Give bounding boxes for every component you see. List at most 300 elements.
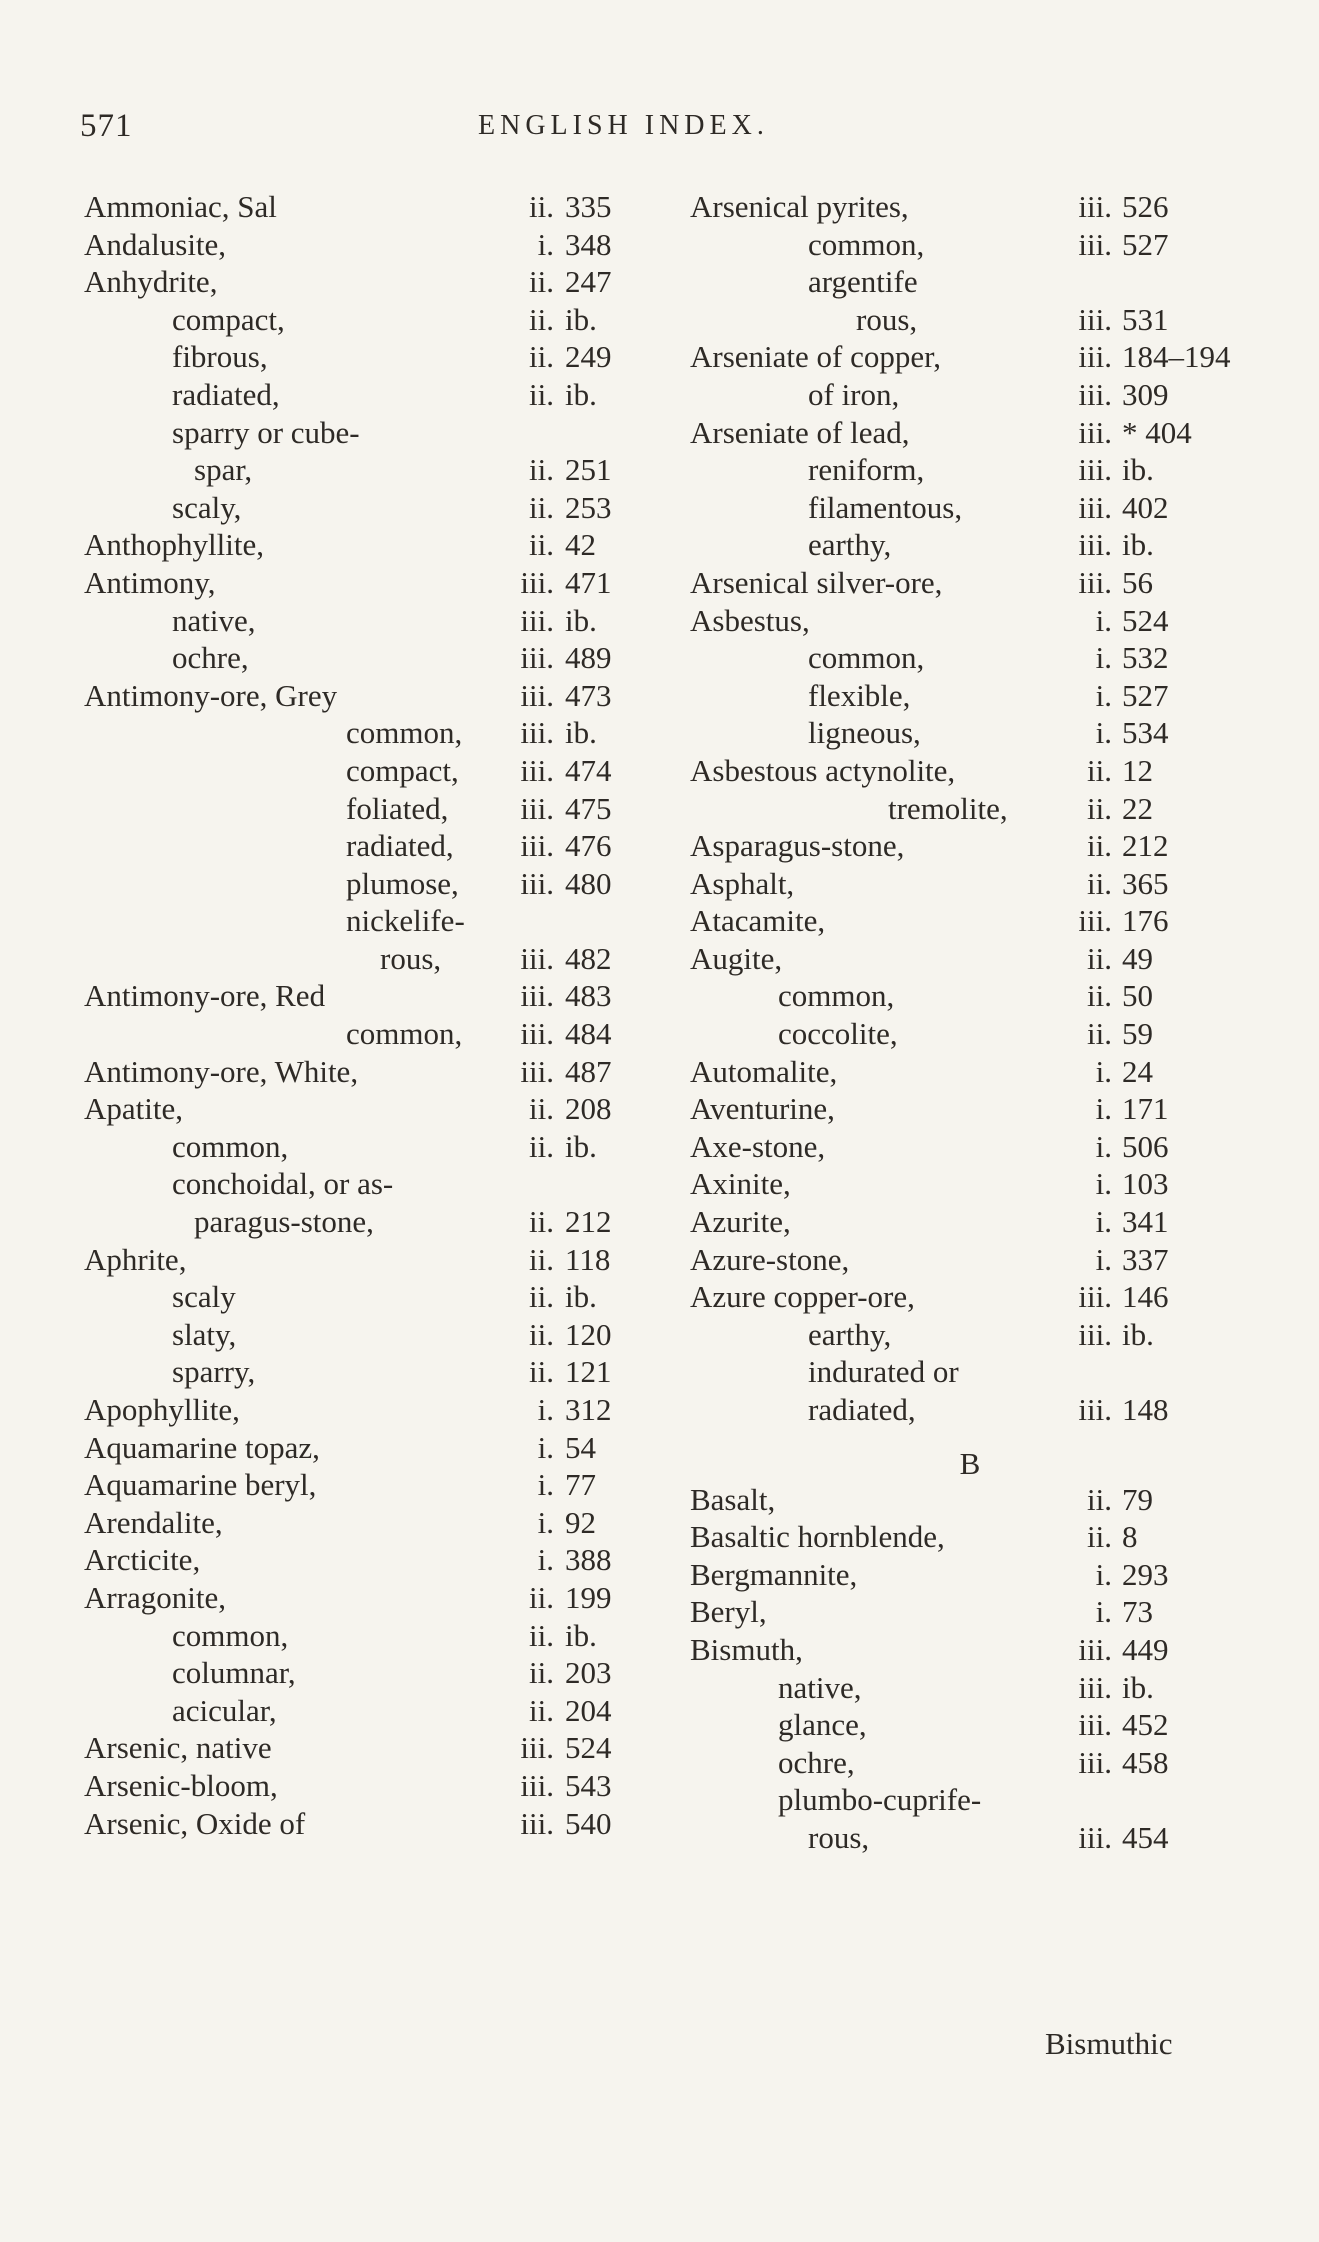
entry-volume: i. [1095,1556,1112,1592]
entry-page: 184–194 [1122,339,1231,375]
entry-term: scaly [172,1279,236,1315]
entry-page: 482 [565,940,612,976]
entry-term: Basaltic hornblende, [690,1519,945,1555]
index-entry [690,376,1230,414]
entry-volume: ii. [529,1692,554,1728]
index-entry [690,1391,1230,1429]
entry-page: ib. [1122,1669,1154,1705]
index-entry [690,1781,1230,1819]
entry-volume: ii. [1087,940,1112,976]
entry-volume: i. [537,1429,554,1465]
entry-volume: iii. [520,1730,554,1766]
entry-volume: i. [1095,1594,1112,1630]
entry-page: 341 [1122,1204,1169,1240]
entry-page: 253 [565,489,612,525]
entry-volume: ii. [1087,790,1112,826]
index-entry [690,489,1230,527]
entry-term: common, [808,226,925,262]
entry-volume: ii. [529,1655,554,1691]
entry-volume: iii. [1078,1707,1112,1743]
entry-term: acicular, [172,1692,277,1728]
entry-term: argentife [808,264,918,300]
entry-term: Axe-stone, [690,1128,826,1164]
entry-term: tremolite, [888,790,1008,826]
entry-page: 312 [565,1392,612,1427]
entry-page: * 404 [1122,414,1192,450]
entry-term: Asparagus-stone, [690,828,905,864]
entry-page: ib. [1122,452,1154,488]
entry-volume: i. [537,1542,554,1578]
entry-term: Antimony-ore, White, [84,1053,359,1089]
entry-page: 121 [565,1354,612,1390]
entry-term: native, [172,602,256,638]
entry-volume: ii. [529,1128,554,1164]
entry-volume: iii. [1078,339,1112,375]
entry-term: Antimony-ore, Red [84,978,326,1014]
entry-term: sparry or cube- [172,414,360,450]
entry-term: Azurite, [690,1204,791,1240]
entry-volume: ii. [1087,1481,1112,1517]
entry-term: coccolite, [778,1016,898,1052]
entry-volume: i. [1095,1128,1112,1164]
entry-volume: i. [1095,1204,1112,1240]
index-entry [84,1165,644,1203]
entry-page: 458 [1122,1744,1169,1780]
entry-page: 73 [1122,1594,1153,1630]
entry-volume: iii. [520,828,554,864]
index-entry [84,1617,644,1655]
entry-volume: ii. [1087,1519,1112,1555]
entry-volume: iii. [520,940,554,976]
entry-page: 79 [1122,1481,1153,1517]
index-entry [690,564,1230,602]
entry-term: Basalt, [690,1481,776,1517]
entry-term: compact, [172,301,285,337]
entry-volume: ii. [529,376,554,412]
entry-page: 540 [565,1805,612,1841]
entry-term: of iron, [808,376,900,412]
index-entry [84,1579,644,1617]
entry-term: Azure copper-ore, [690,1279,915,1315]
entry-volume: iii. [520,715,554,751]
entry-term: flexible, [808,677,911,713]
index-entry [84,526,644,564]
entry-term: Axinite, [690,1166,791,1202]
entry-term: glance, [778,1707,867,1743]
index-entry [84,1353,644,1391]
entry-term: radiated, [172,376,280,412]
entry-volume: i. [1095,1091,1112,1127]
index-entry [84,1805,644,1843]
entry-term: spar, [194,452,253,488]
entry-term: Bismuth, [690,1631,803,1667]
entry-term: Arcticite, [84,1542,201,1578]
entry-term: Arsenical silver-ore, [690,564,943,600]
entry-page: 524 [1122,602,1169,638]
entry-volume: iii. [1078,903,1112,939]
entry-volume: ii. [529,489,554,525]
entry-page: ib. [565,1617,597,1653]
index-entry [84,865,644,903]
entry-page: 335 [565,189,612,224]
entry-term: Antimony-ore, Grey [84,677,338,713]
index-entry [690,940,1230,978]
running-head: ENGLISH INDEX. [478,110,769,141]
entry-term: paragus-stone, [194,1204,374,1240]
entry-term: Atacamite, [690,903,826,939]
index-entry [690,1744,1230,1782]
entry-page: 148 [1122,1392,1169,1427]
entry-term: native, [778,1669,862,1705]
index-entry [690,1278,1230,1316]
index-entry [690,1481,1230,1519]
entry-volume: i. [537,1504,554,1540]
entry-term: Asbestus, [690,602,810,638]
entry-term: ochre, [172,640,249,676]
index-entry [690,827,1230,865]
entry-page: ib. [565,1279,597,1315]
index-entry [690,226,1230,264]
index-entry [84,1053,644,1091]
entry-page: 120 [565,1316,612,1352]
entry-page: 49 [1122,940,1153,976]
entry-page: 534 [1122,715,1169,751]
index-entry [84,902,644,940]
index-entry [690,714,1230,752]
section-letter: B [959,1445,981,1481]
entry-volume: i. [1095,1053,1112,1089]
index-entry [84,790,644,828]
entry-page: 474 [565,752,612,788]
index-entry [84,263,644,301]
entry-page: ib. [565,715,597,751]
entry-volume: i. [1095,715,1112,751]
entry-page: 543 [565,1767,612,1803]
index-entry [690,526,1230,564]
entry-page: 249 [565,339,612,375]
entry-volume: iii. [520,865,554,901]
entry-page: 212 [1122,828,1169,864]
entry-page: 203 [565,1655,612,1691]
entry-page: ib. [565,376,597,412]
index-entry [690,414,1230,452]
entry-volume: i. [1095,677,1112,713]
index-entry [690,1593,1230,1631]
entry-volume: iii. [520,602,554,638]
index-entry [690,639,1230,677]
index-entry [690,263,1230,301]
entry-volume: iii. [1078,1669,1112,1705]
entry-volume: iii. [1078,1744,1112,1780]
entry-volume: i. [1095,640,1112,676]
entry-volume: iii. [1078,1631,1112,1667]
entry-term: Andalusite, [84,226,227,262]
index-entry [84,489,644,527]
entry-term: Aphrite, [84,1241,187,1277]
index-entry [84,1767,644,1805]
entry-term: Asphalt, [690,865,795,901]
entry-page: 24 [1122,1053,1153,1089]
entry-page: 199 [565,1579,612,1615]
entry-term: earthy, [808,1316,892,1352]
entry-page: 309 [1122,376,1169,412]
entry-page: 22 [1122,790,1153,826]
entry-term: Automalite, [690,1053,838,1089]
entry-term: Arsenic, Oxide of [84,1805,306,1841]
entry-page: 476 [565,828,612,864]
entry-page: 54 [565,1429,596,1465]
entry-page: 524 [565,1730,612,1766]
entry-term: Arragonite, [84,1579,227,1615]
entry-term: filamentous, [808,489,963,525]
entry-page: 50 [1122,978,1153,1014]
entry-page: 484 [565,1016,612,1052]
entry-page: 208 [565,1091,612,1127]
entry-page: 365 [1122,865,1169,901]
index-entry [690,1819,1230,1857]
entry-term: radiated, [808,1392,916,1427]
entry-term: common, [172,1128,289,1164]
entry-volume: iii. [1078,226,1112,262]
entry-volume: ii. [1087,1016,1112,1052]
index-entry [84,301,644,339]
index-entry [84,677,644,715]
index-entry [690,602,1230,640]
entry-term: fibrous, [172,339,268,375]
entry-volume: ii. [1087,752,1112,788]
entry-volume: iii. [520,1805,554,1841]
entry-term: ochre, [778,1744,855,1780]
entry-term: earthy, [808,527,892,563]
entry-volume: iii. [520,677,554,713]
entry-page: 118 [565,1241,611,1277]
entry-term: Asbestous actynolite, [690,752,956,788]
entry-volume: iii. [1078,452,1112,488]
entry-volume: ii. [1087,865,1112,901]
index-entry [84,1316,644,1354]
entry-page: 527 [1122,226,1169,262]
index-entry [84,1090,644,1128]
entry-volume: i. [1095,602,1112,638]
index-entry [84,1541,644,1579]
entry-term: sparry, [172,1354,256,1390]
entry-page: 103 [1122,1166,1169,1202]
index-entry [690,1316,1230,1354]
index-entry [84,827,644,865]
entry-volume: ii. [529,1316,554,1352]
entry-term: rous, [856,301,918,337]
entry-page: 8 [1122,1519,1138,1555]
entry-volume: iii. [520,752,554,788]
entry-page: 487 [565,1053,612,1089]
entry-term: ligneous, [808,715,921,751]
index-entry [84,1729,644,1767]
entry-term: rous, [380,940,442,976]
entry-term: plumbo-cuprife- [778,1782,982,1818]
entry-term: Apophyllite, [84,1392,240,1427]
index-entry [84,376,644,414]
entry-page: 59 [1122,1016,1153,1052]
index-entry [690,902,1230,940]
entry-volume: i. [1095,1241,1112,1277]
entry-volume: ii. [1087,978,1112,1014]
entry-volume: iii. [1078,1819,1112,1855]
catchword: Bismuthic [1045,2026,1173,2061]
entry-volume: ii. [529,1279,554,1315]
entry-page: 293 [1122,1556,1169,1592]
index-entry [84,414,644,452]
entry-page: 42 [565,527,596,563]
entry-term: conchoidal, or as- [172,1166,394,1202]
index-entry [84,602,644,640]
index-entry [84,1504,644,1542]
entry-page: ib. [565,301,597,337]
entry-term: common, [172,1617,289,1653]
entry-page: 251 [565,452,612,488]
index-entry [84,977,644,1015]
index-entry [690,451,1230,489]
index-entry [84,451,644,489]
entry-volume: iii. [520,640,554,676]
entry-page: 454 [1122,1819,1169,1855]
entry-volume: iii. [520,1767,554,1803]
index-entry [84,1278,644,1316]
entry-volume: ii. [529,301,554,337]
entry-volume: iii. [1078,301,1112,337]
entry-term: Arseniate of copper, [690,339,941,375]
index-entry [690,188,1230,226]
entry-term: common, [778,978,895,1014]
index-entry [690,1090,1230,1128]
entry-term: Anthophyllite, [84,527,264,563]
entry-term: Arsenic, native [84,1730,272,1766]
entry-page: ib. [565,602,597,638]
index-entry [84,1015,644,1053]
entry-term: common, [346,715,463,751]
entry-page: 77 [565,1467,596,1503]
index-entry [84,564,644,602]
entry-term: Anhydrite, [84,264,218,300]
entry-volume: iii. [520,1016,554,1052]
index-entry [690,1241,1230,1279]
entry-page: ib. [565,1128,597,1164]
entry-term: rous, [808,1819,870,1855]
entry-page: 471 [565,564,612,600]
entry-page: 480 [565,865,612,901]
entry-page: 489 [565,640,612,676]
entry-volume: iii. [520,564,554,600]
entry-page: 56 [1122,564,1153,600]
index-entry [84,940,644,978]
index-entry [690,1053,1230,1091]
page-number: 571 [80,108,133,144]
entry-term: reniform, [808,452,925,488]
entry-volume: iii. [520,790,554,826]
entry-volume: ii. [529,1241,554,1277]
index-entry [690,1165,1230,1203]
entry-term: Apatite, [84,1091,183,1127]
index-entry [690,1706,1230,1744]
entry-term: Ammoniac, Sal [84,189,277,224]
entry-term: Aquamarine beryl, [84,1467,317,1503]
index-entry [84,1466,644,1504]
index-entry [84,1692,644,1730]
entry-page: 337 [1122,1241,1169,1277]
entry-page: 449 [1122,1631,1169,1667]
entry-term: plumose, [346,865,459,901]
entry-term: Arsenic-bloom, [84,1767,278,1803]
entry-term: Arendalite, [84,1504,223,1540]
entry-term: nickelife- [346,903,465,939]
right-index-entries-b [690,1481,1230,1857]
entry-volume: ii. [529,1204,554,1240]
entry-page: 171 [1122,1091,1169,1127]
index-entry [690,301,1230,339]
entry-volume: iii. [520,1053,554,1089]
entry-page: 12 [1122,752,1153,788]
left-index-column [84,188,644,1842]
entry-volume: iii. [1078,414,1112,450]
entry-page: 526 [1122,189,1169,224]
entry-volume: iii. [520,978,554,1014]
entry-term: Azure-stone, [690,1241,850,1277]
entry-term: Beryl, [690,1594,767,1630]
entry-volume: ii. [529,1091,554,1127]
index-entry [690,1203,1230,1241]
entry-term: columnar, [172,1655,296,1691]
index-entry [690,1556,1230,1594]
entry-volume: ii. [529,452,554,488]
entry-term: scaly, [172,489,242,525]
index-entry [84,1241,644,1279]
entry-page: 176 [1122,903,1169,939]
index-entry [690,677,1230,715]
entry-term: common, [808,640,925,676]
entry-term: Augite, [690,940,783,976]
entry-volume: iii. [1078,564,1112,600]
entry-page: 92 [565,1504,596,1540]
entry-volume: iii. [1078,376,1112,412]
right-index-column [690,188,1230,1857]
entry-volume: iii. [1078,1392,1112,1427]
entry-volume: iii. [1078,189,1112,224]
entry-page: 531 [1122,301,1169,337]
entry-page: 532 [1122,640,1169,676]
entry-page: 483 [565,978,612,1014]
entry-page: 527 [1122,677,1169,713]
entry-page: 146 [1122,1279,1169,1315]
entry-volume: ii. [529,264,554,300]
entry-volume: ii. [529,1579,554,1615]
entry-page: 473 [565,677,612,713]
index-entry [690,1631,1230,1669]
index-entry [690,1015,1230,1053]
entry-volume: iii. [1078,527,1112,563]
index-entry [690,1128,1230,1166]
entry-term: Antimony, [84,564,216,600]
entry-volume: i. [537,226,554,262]
entry-volume: ii. [529,339,554,375]
entry-term: radiated, [346,828,454,864]
entry-term: compact, [346,752,459,788]
index-entry [84,338,644,376]
entry-volume: ii. [529,527,554,563]
entry-page: 388 [565,1542,612,1578]
index-entry [84,714,644,752]
index-entry [690,752,1230,790]
entry-volume: ii. [529,189,554,224]
index-entry [84,1429,644,1467]
